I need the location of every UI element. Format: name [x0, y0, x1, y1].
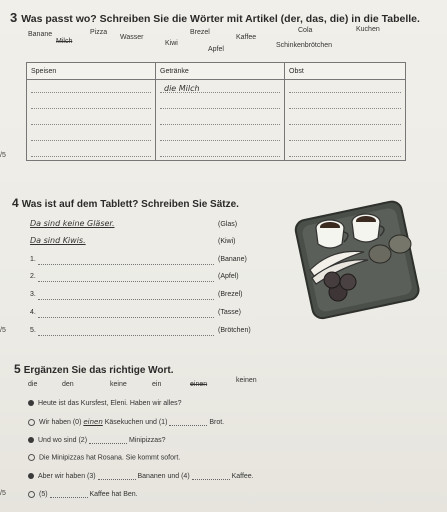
word-pizza: Pizza — [90, 29, 108, 36]
table-cell[interactable] — [156, 112, 285, 128]
word-schinkenbroetchen: Schinkenbrötchen — [276, 42, 333, 49]
header-obst: Obst — [285, 63, 406, 80]
table-cell[interactable] — [156, 80, 285, 97]
dialogue-line: Aber wir haben (3) Bananen und (4) Kaffee. — [28, 472, 254, 480]
word-cola: Cola — [298, 27, 313, 34]
speaker-filled-dot-icon — [28, 437, 34, 443]
blank-4[interactable] — [192, 472, 230, 480]
option-word: die — [28, 381, 38, 388]
word-milch: Milch — [56, 38, 73, 45]
table-cell[interactable] — [27, 144, 156, 161]
blank-5[interactable] — [50, 490, 88, 498]
word-kiwi: Kiwi — [165, 40, 178, 47]
table-cell[interactable] — [27, 112, 156, 128]
item-number: 1. — [30, 256, 36, 263]
word-kaffee: Kaffee — [236, 34, 257, 41]
table-cell[interactable] — [285, 144, 406, 161]
blank-3[interactable] — [98, 472, 136, 480]
answer-line-4[interactable] — [38, 307, 214, 318]
exercise-4-title: 4 Was ist auf dem Tablett? Schreiben Sie Sätze. — [12, 196, 239, 210]
blank-1[interactable] — [169, 418, 207, 426]
speaker-filled-dot-icon — [28, 473, 34, 479]
exercise-3-title: 3 Was passt wo? Schreiben Sie die Wörter mit Artikel (der, das, die) in die Tabelle. — [10, 10, 420, 25]
hint-banane: (Banane) — [218, 256, 247, 263]
table-cell[interactable] — [27, 96, 156, 112]
example-answer: die Milch — [164, 84, 200, 93]
blank-2[interactable] — [89, 436, 127, 444]
hint-ex2: (Kiwi) — [218, 238, 236, 245]
answer-line-3[interactable] — [38, 289, 214, 300]
hint-ex1: (Glas) — [218, 221, 238, 228]
speaker-open-dot-icon — [28, 491, 35, 498]
hint-tasse: (Tasse) — [218, 309, 241, 316]
speaker-open-dot-icon — [28, 419, 35, 426]
item-number: 4. — [30, 309, 36, 316]
example-sentence-1: Da sind keine Gläser. — [30, 219, 115, 228]
dialogue-line: Wir haben (0) einen Käsekuchen und (1) Brot. — [28, 418, 224, 426]
item-number: 3. — [30, 291, 36, 298]
dialogue-line: Die Minipizzas hat Rosana. Sie kommt sofort. — [28, 454, 180, 461]
option-word: keine — [110, 381, 127, 388]
word-wasser: Wasser — [120, 34, 144, 41]
dialogue-line: Und wo sind (2) Minipizzas? — [28, 436, 166, 444]
speaker-filled-dot-icon — [28, 400, 34, 406]
speaker-open-dot-icon — [28, 454, 35, 461]
table-cell[interactable] — [285, 80, 406, 97]
example-sentence-2: Da sind Kiwis. — [30, 236, 86, 245]
table-cell[interactable] — [27, 128, 156, 144]
header-getraenke: Getränke — [156, 63, 285, 80]
dialogue-line: Heute ist das Kursfest, Eleni. Haben wir alles? — [28, 400, 182, 407]
answer-line-5[interactable] — [38, 325, 214, 336]
option-word: den — [62, 381, 74, 388]
header-speisen: Speisen — [27, 63, 156, 80]
tray-illustration — [292, 200, 422, 328]
points-ex5: /5 — [0, 490, 6, 497]
answer-line-2[interactable] — [38, 271, 214, 282]
hint-apfel: (Apfel) — [218, 273, 239, 280]
word-apfel: Apfel — [208, 46, 224, 53]
hint-broetchen: (Brötchen) — [218, 327, 251, 334]
table-cell[interactable] — [156, 144, 285, 161]
points-ex4: /5 — [0, 327, 6, 334]
exercise-5-title: 5 Ergänzen Sie das richtige Wort. — [14, 362, 174, 376]
example-blank-answer: einen — [83, 418, 103, 426]
table-cell[interactable] — [285, 128, 406, 144]
word-kuchen: Kuchen — [356, 26, 380, 33]
food-table — [26, 62, 406, 161]
dialogue-line: (5) Kaffee hat Ben. — [28, 490, 138, 498]
hint-brezel: (Brezel) — [218, 291, 243, 298]
table-cell[interactable] — [156, 96, 285, 112]
table-cell[interactable] — [285, 112, 406, 128]
answer-line-1[interactable] — [38, 254, 214, 265]
word-brezel: Brezel — [190, 29, 210, 36]
item-number: 2. — [30, 273, 36, 280]
table-cell[interactable] — [285, 96, 406, 112]
option-word: keinen — [236, 377, 257, 384]
word-banane: Banane — [28, 31, 53, 38]
table-cell[interactable] — [156, 128, 285, 144]
option-word: ein — [152, 381, 162, 388]
option-word: einen — [190, 381, 208, 388]
item-number: 5. — [30, 327, 36, 334]
table-cell[interactable] — [27, 80, 156, 97]
points-ex3: /5 — [0, 152, 6, 159]
